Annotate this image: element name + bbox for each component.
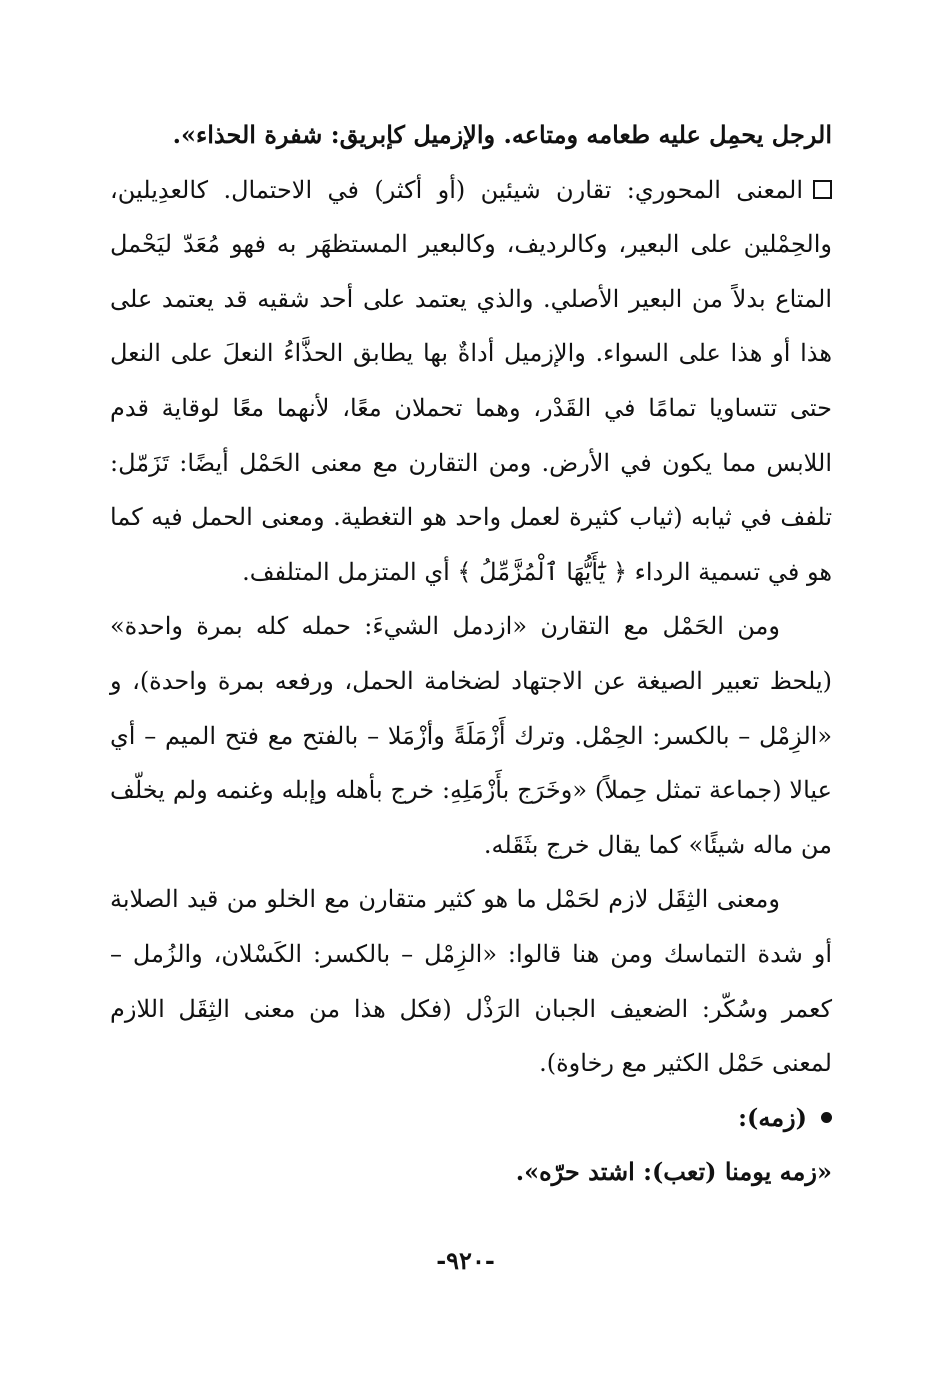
paragraph-core-meaning-text: المعنى المحوري: تقارن شيئين (أو أكثر) في الاحتمال. كالعدِيلين، والحِمْلين على البعير، وكالرديف، وكالبعير المستظهَر به فهو مُعَدّ ليَحْمل المتاع بدلاً من البعير الأصلي. والذي يعتمد على أحد شقيه قد يعتمد على هذا أو هذا على السواء. والإزميل أداةٌ بها يطابق الحذَّاءُ النعلَ على النعل حتى تتساويا تمامًا في القَدْر، وهما تحملان معًا، لأنهما معًا لوقاية قدم اللابس مما يكون في الأرض. ومن التقارن مع معنى الحَمْل أيضًا: تَزَمّل: تلفف في ثيابه (ثياب كثيرة لعمل واحد هو التغطية. ومعنى الحمل فيه كما هو في تسمية الرداء ﴿ يَٰٓأَيُّهَا ٱلْمُزَّمِّلُ ﴾ أي المتزمل المتلفف. [110,175,833,586]
entry-heading [110,1091,832,1146]
paragraph-weight-meaning: ومعنى الثِقَل لازم لحَمْل ما هو كثير متقارن مع الخلو من قيد الصلابة أو شدة التماسك ومن هنا قالوا: «الزِمْل – بالكسر: الكَسْلان، والزُمل – كعمر وسُكّر: الضعيف الجبان الرَذْل (فكل هذا من معنى الثِقَل اللازم لمعنى حَمْل الكثير مع رخاوة). [110,885,832,1078]
paragraph-core-meaning [110,163,832,600]
body-text [110,108,832,1200]
checkbox-square-icon [813,180,832,199]
entry-definition: «زمه يومنا (تعب): اشتد حرّه». [515,1157,832,1187]
paragraph-carrying-meaning: ومن الحَمْل مع التقارن «ازدمل الشيءَ: حمله كله بمرة واحدة» (يلحظ تعبير الصيغة عن الاجتهاد لضخامة الحمل، ورفعه بمرة واحدة)، و «الزِمْل – بالكسر: الحِمْل. وترك أَزْمَلَةً وأزْمَلا – بالفتح مع فتح الميم – أي عيالا (جماعة تمثل حِملاً) «وخَرَج بأَزْمَلِهِ: خرج بأهله وإبله وغنمه ولم يخلّف من ماله شيئًا» كما يقال خرج بثَقَله. [110,612,832,859]
page-number: -٩٢٠- [436,1246,495,1275]
bullet-dot-icon [821,1112,832,1123]
paragraph-continuation: الرجل يحمِل عليه طعامه ومتاعه. والإزميل كإبريق: شفرة الحذاء». [172,120,832,149]
entry-heading-text: (زمه): [738,1102,807,1132]
